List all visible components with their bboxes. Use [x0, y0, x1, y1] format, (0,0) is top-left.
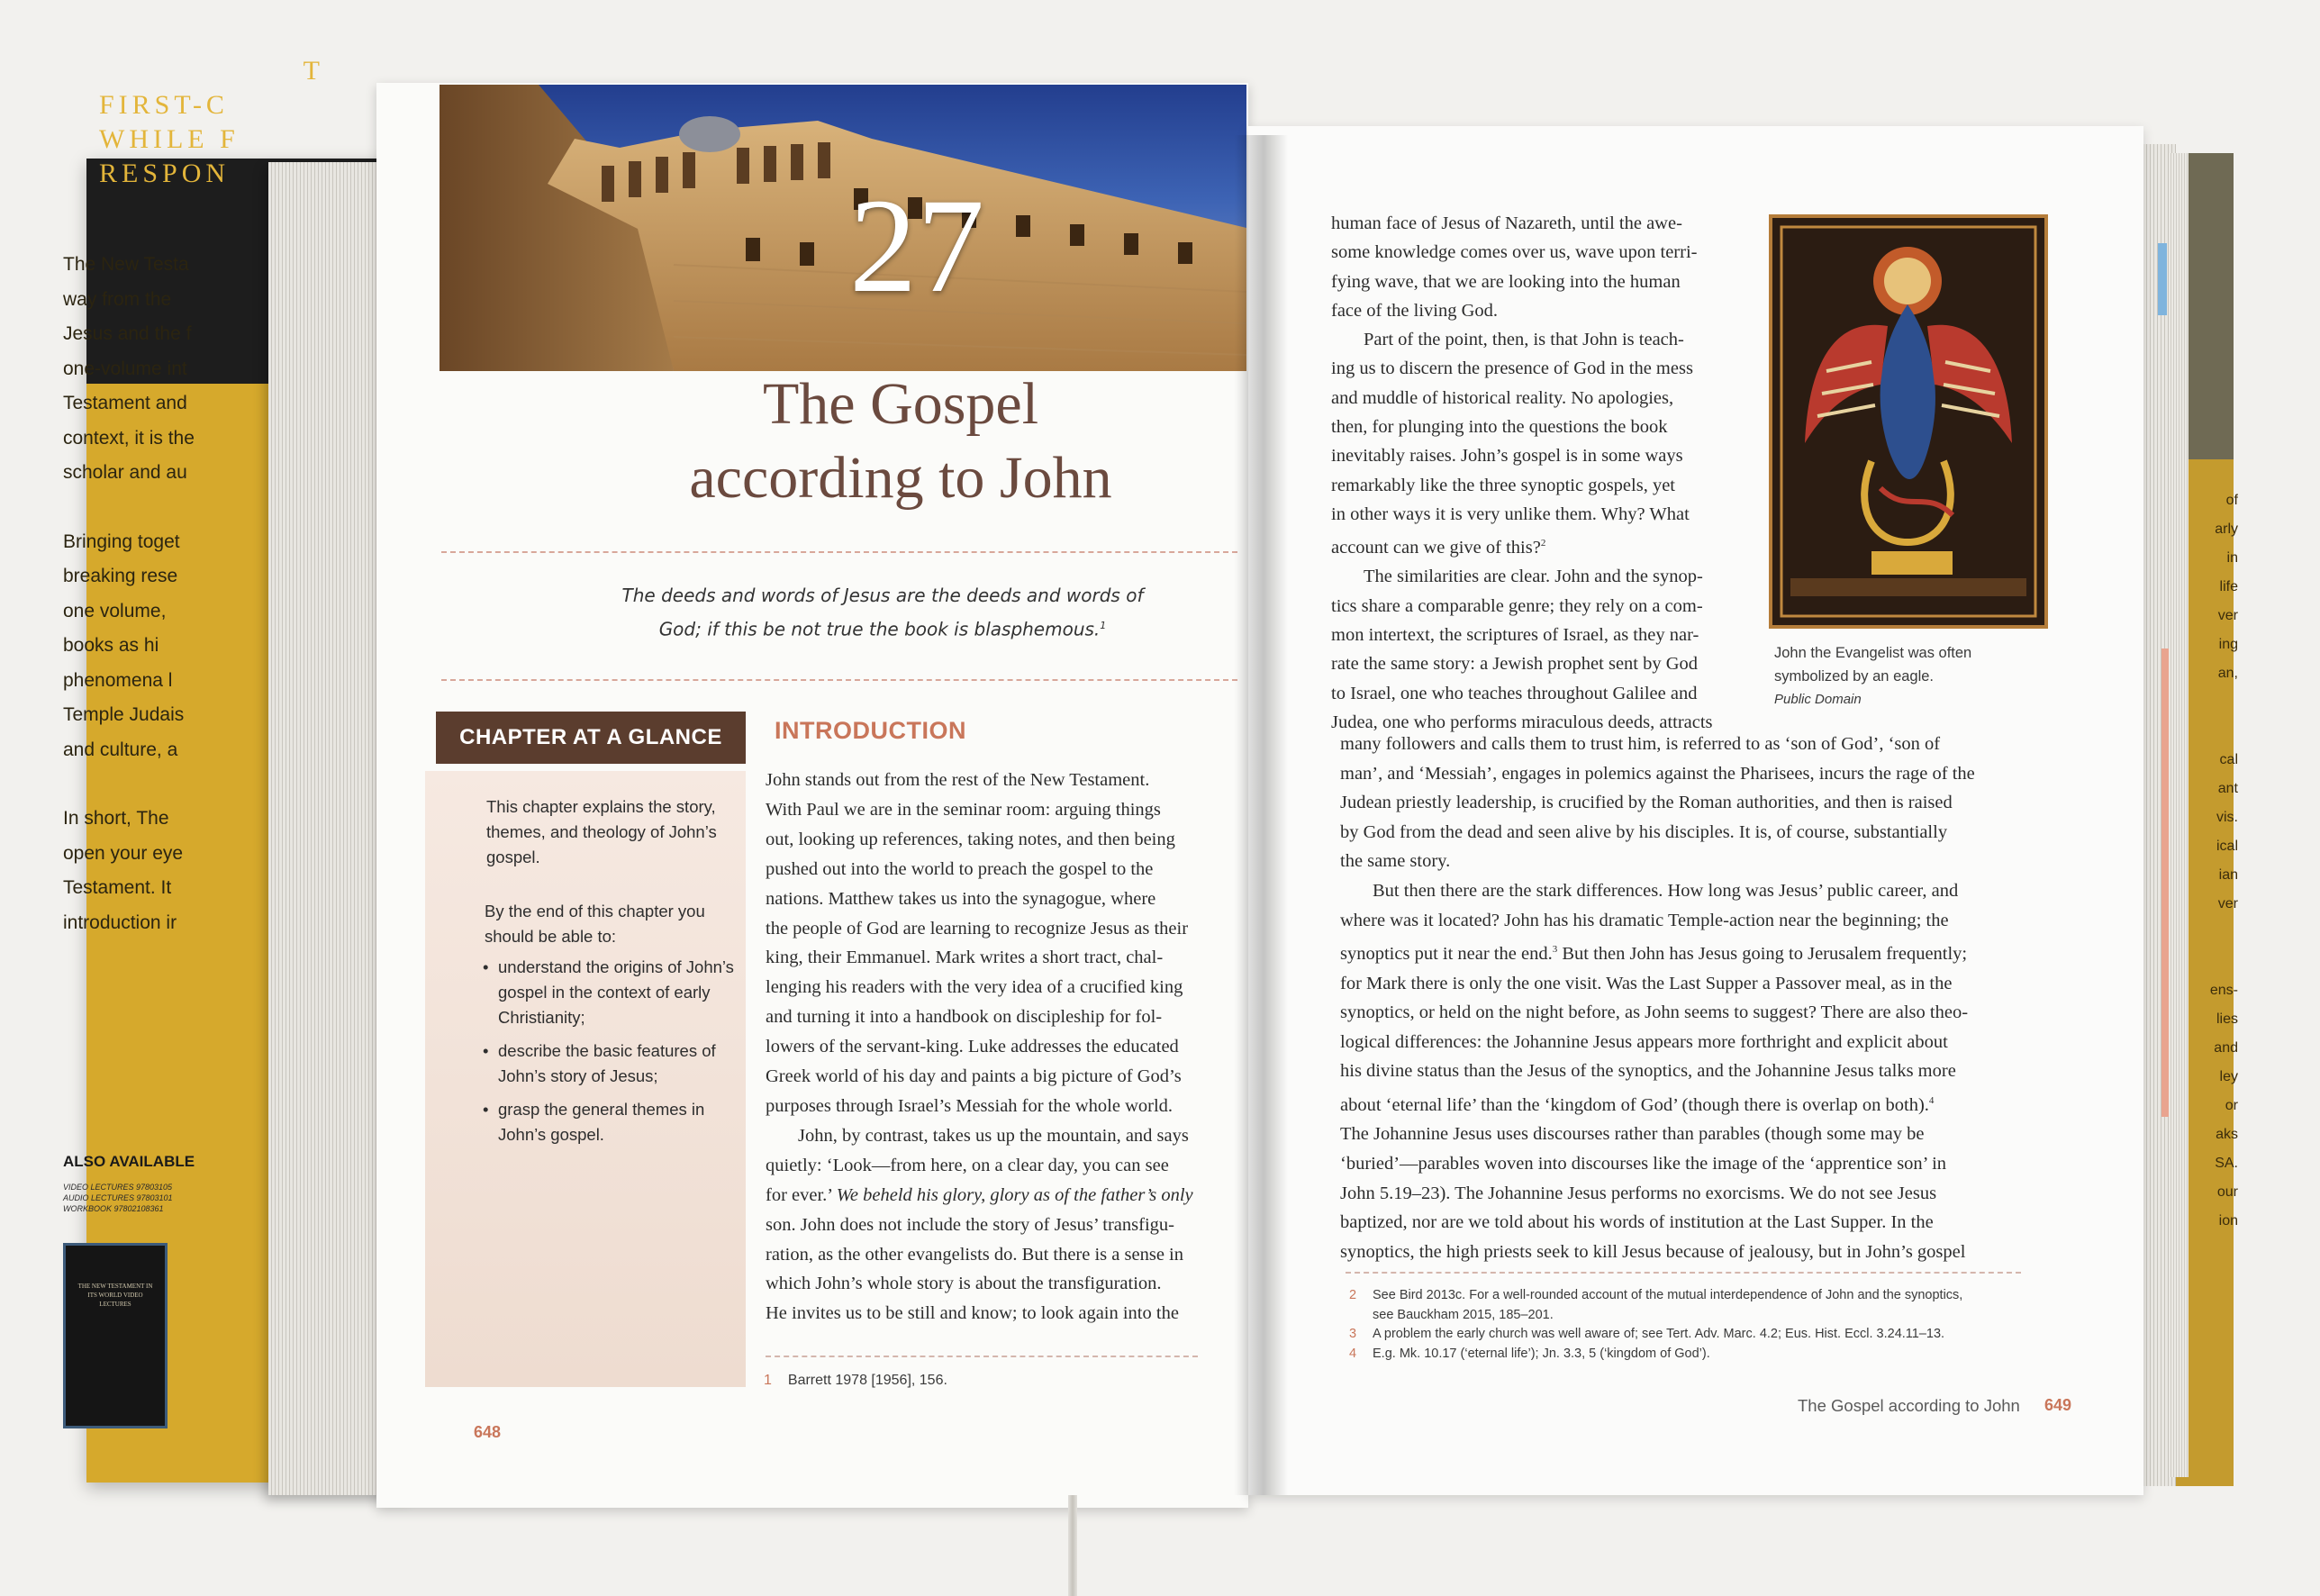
edge-text-line: ant — [2217, 781, 2238, 796]
edge-text-line: lies — [2216, 1011, 2238, 1027]
edge-text-line: ver — [2217, 608, 2238, 623]
eagle-illustration — [1769, 214, 2048, 629]
body-line: Greek world of his day and paints a big picture of God’s — [766, 1066, 1182, 1087]
footnote — [1349, 1286, 2034, 1306]
footnote-marker: 4 — [1928, 1094, 1935, 1106]
book-gutter-shadow — [1234, 135, 1288, 1495]
edge-text-line: our — [2216, 1184, 2238, 1200]
image-caption — [1774, 641, 2008, 712]
body-line: fying wave, that we are looking into the human — [1331, 271, 1681, 292]
body-line: ration, as the other evangelists do. But there is a sense in — [766, 1244, 1183, 1265]
footnote — [1349, 1345, 2034, 1365]
blurb-line: Temple Judais — [63, 704, 185, 725]
blurb-line: scholar and au — [63, 462, 187, 483]
footnote-text: See Bird 2013c. For a well-rounded account of the mutual interdependence of John and the synoptics, — [1373, 1288, 1963, 1302]
companion-product-thumbnail — [63, 1243, 168, 1428]
body-text: for ever.’ — [766, 1184, 837, 1205]
body-line: synoptics, the high priests seek to kill Jesus because of jealousy, but in John’s gospel — [1340, 1241, 1966, 1262]
back-book-heading-line: RESPON — [99, 159, 231, 188]
edge-text-line: in — [2226, 550, 2238, 566]
body-line: in other ways it is very unlike them. Why? What — [1331, 503, 1690, 524]
blurb-line: Testament. It — [63, 877, 172, 898]
body-line: purposes through Israel’s Messiah for the whole world. — [766, 1095, 1174, 1116]
body-line: by God from the dead and seen alive by his disciples. It is, of course, substantially — [1340, 821, 1948, 842]
caption-line: symbolized by an eagle. — [1774, 668, 1935, 685]
body-line: nations. Matthew takes us into the synagogue, where — [766, 888, 1156, 909]
edge-text-line: arly — [2215, 521, 2238, 537]
footnote-text: A problem the early church was well aware of; see Tert. Adv. Marc. 4.2; Eus. Hist. Eccl. 3.24.11–13. — [1373, 1327, 1945, 1341]
edge-text-line: aks — [2216, 1127, 2238, 1142]
back-book-blurb — [63, 248, 270, 940]
isbn-line: VIDEO LECTURES 97803105 — [63, 1183, 173, 1192]
back-book-heading-line: FIRST-C — [99, 90, 229, 120]
body-line: remarkably like the three synoptic gospels, yet — [1331, 475, 1675, 495]
body-line: the people of God are learning to recognize Jesus as their — [766, 918, 1189, 939]
body-line: man’, and ‘Messiah’, engages in polemics against the Pharisees, incurs the rage of the — [1340, 763, 1975, 784]
body-line — [1331, 529, 1745, 562]
epigraph-rule-top — [441, 551, 1237, 553]
body-line: human face of Jesus of Nazareth, until the awe- — [1331, 213, 1682, 233]
chapter-title-line: The Gospel — [762, 371, 1039, 437]
body-line — [1340, 1086, 2025, 1120]
body-line: and turning it into a handbook on discipleship for fol- — [766, 1007, 1163, 1028]
scripture-quote: We beheld his glory, glory as of the father’s only — [836, 1184, 1193, 1205]
isbn-line: AUDIO LECTURES 97803101 — [63, 1193, 173, 1202]
body-line: the same story. — [1340, 851, 1451, 872]
running-head: The Gospel according to John — [1798, 1396, 2020, 1415]
body-line: ing us to discern the presence of God in the mess — [1331, 358, 1693, 379]
footnote-number: 2 — [1349, 1288, 1357, 1302]
image-credit: Public Domain — [1774, 692, 1862, 707]
footnote-number: 1 — [764, 1373, 772, 1388]
edge-text-line: cal — [2219, 752, 2238, 767]
right-page-body — [1340, 730, 2025, 1266]
bookmark-ribbon — [1068, 1495, 1077, 1596]
chapter-at-a-glance-header: CHAPTER AT A GLANCE — [436, 712, 746, 764]
body-line: where was it located? John has his dramatic Temple-action near the beginning; the — [1340, 910, 1949, 930]
body-line: tics share a comparable genre; they rely on a com- — [1331, 595, 1703, 616]
edge-text-line: life — [2219, 579, 2238, 594]
blurb-line: In short, The — [63, 808, 169, 829]
body-line: John stands out from the rest of the New Testament. — [766, 770, 1150, 790]
isbn-line: WORKBOOK 97802108361 — [63, 1204, 164, 1213]
edge-text-line: ver — [2217, 896, 2238, 911]
glance-objective: • understand the origins of John’s gospel in the context of early Christianity; — [483, 955, 735, 1030]
body-line: Judean priestly leadership, is crucified by the Roman authorities, and then is raised — [1340, 793, 1953, 813]
body-line: Judea, one who performs miraculous deeds, attracts — [1331, 712, 1713, 732]
body-line: many followers and calls them to trust him, is referred to as ‘son of God’, ‘son of — [1340, 734, 1941, 754]
blurb-line: context, it is the — [63, 427, 195, 449]
blurb-line: introduction ir — [63, 911, 177, 933]
chapter-number: 27 — [849, 171, 984, 321]
body-line: which John’s whole story is about the transfiguration. — [766, 1274, 1162, 1294]
glance-objectives-list — [483, 955, 735, 1156]
page-number-right: 649 — [2044, 1396, 2072, 1414]
body-line: ‘buried’—parables woven into discourses like the image of the ‘apprentice son’ in — [1340, 1153, 1947, 1174]
introduction-heading: INTRODUCTION — [775, 717, 966, 744]
body-text: about ‘eternal life’ than the ‘kingdom of God’ (though there is overlap on both). — [1340, 1094, 1929, 1115]
edge-text-line: ley — [2219, 1069, 2238, 1084]
footnote-number: 4 — [1349, 1346, 1357, 1361]
glance-intro-text: This chapter explains the story, themes, and theology of John’s gospel. — [486, 797, 717, 866]
body-line: quietly: ‘Look—from here, on a clear day, you can see — [766, 1155, 1169, 1175]
glance-objective: • grasp the general themes in John’s gospel. — [483, 1097, 735, 1147]
blurb-line: The New Testa — [63, 254, 189, 275]
body-line: The similarities are clear. John and the synop- — [1364, 567, 1703, 587]
edge-text-line: and — [2214, 1040, 2238, 1056]
blurb-line: books as hi — [63, 635, 159, 656]
blurb-line: and culture, a — [63, 739, 178, 760]
body-line: lowers of the servant-king. Luke addresses the educated — [766, 1037, 1179, 1057]
body-line: But then there are the stark differences. How long was Jesus’ public career, and — [1373, 880, 1959, 901]
body-line: son. John does not include the story of Jesus’ transfigu- — [766, 1214, 1174, 1235]
body-line — [766, 1181, 1207, 1211]
body-line: inevitably raises. John’s gospel is in some ways — [1331, 446, 1683, 467]
chapter-title — [630, 367, 1171, 515]
body-line: king, their Emmanuel. Mark writes a short tract, chal- — [766, 948, 1164, 968]
blurb-line: Bringing toget — [63, 530, 180, 552]
body-line: baptized, nor are we told about his words of institution at the Last Supper. In the — [1340, 1212, 1934, 1233]
body-line: With Paul we are in the seminar room: arguing things — [766, 799, 1161, 820]
body-text: account can we give of this? — [1331, 538, 1541, 558]
body-line: He invites us to be still and know; to look again into the — [766, 1303, 1179, 1324]
body-line: face of the living God. — [1331, 300, 1499, 321]
introduction-body — [766, 766, 1207, 1328]
body-line: lenging his readers with the very idea of a crucified king — [766, 977, 1183, 998]
edge-text-line: ing — [2218, 637, 2238, 652]
blurb-line: Jesus and the f — [63, 323, 192, 344]
body-line: John 5.19–23). The Johannine Jesus performs no exorcisms. We do not see Jesus — [1340, 1183, 1937, 1203]
edge-text-line: SA. — [2215, 1156, 2238, 1171]
body-line: out, looking up references, taking notes, and then being — [766, 829, 1175, 849]
thumbnail-title: THE NEW TESTAMENT IN ITS WORLD VIDEO LECTURES — [77, 1283, 153, 1308]
body-line: pushed out into the world to preach the gospel to the — [766, 858, 1154, 879]
body-line: rate the same story: a Jewish prophet sent by God — [1331, 654, 1699, 675]
blurb-line: open your eye — [63, 842, 184, 864]
blurb-line: Testament and — [63, 393, 187, 413]
epigraph-line: The deeds and words of Jesus are the deeds and words of — [621, 585, 1144, 606]
body-text: But then John has Jesus going to Jerusalem frequently; — [1557, 943, 1968, 964]
epigraph-line — [621, 611, 1144, 645]
edge-text-line: an, — [2217, 666, 2238, 681]
body-line: synoptics, or held on the night before, as John seems to suggest? There are also theo- — [1340, 1002, 1969, 1023]
also-available-label: ALSO AVAILABLE — [63, 1153, 195, 1170]
paragraph-gap — [63, 491, 270, 525]
blurb-line: one-volume int — [63, 358, 187, 379]
body-line: and muddle of historical reality. No apologies, — [1331, 387, 1674, 408]
epigraph-rule-bottom — [441, 679, 1237, 681]
page-number-left: 648 — [474, 1423, 502, 1441]
body-line: some knowledge comes over us, wave upon terri- — [1331, 242, 1698, 263]
thumb-tab-blue — [2158, 243, 2167, 315]
eagle-icon — [1772, 218, 2044, 625]
edge-text-line: of — [2225, 493, 2238, 508]
footnotes — [1349, 1286, 2034, 1364]
paragraph-gap — [63, 767, 270, 802]
edge-text-line: ens- — [2209, 983, 2238, 998]
isbn-list — [63, 1182, 173, 1214]
blurb-line: way from the — [63, 288, 172, 310]
footnote-text: E.g. Mk. 10.17 (‘eternal life’); Jn. 3.3, 5 (‘kingdom of God’). — [1373, 1346, 1710, 1361]
footnote-continuation: see Bauckham 2015, 185–201. — [1373, 1307, 1554, 1322]
blurb-line: one volume, — [63, 600, 167, 621]
body-line: The Johannine Jesus uses discourses rather than parables (though some may be — [1340, 1124, 1925, 1145]
epigraph-text: God; if this be not true the book is blasphemous. — [658, 618, 1101, 640]
epigraph — [621, 581, 1144, 645]
body-line: his divine status than the Jesus of the synoptics, and the Johannine Jesus talks more — [1340, 1061, 1956, 1082]
caption-line: John the Evangelist was often — [1774, 645, 1972, 661]
body-line: John, by contrast, takes us up the mountain, and says — [798, 1125, 1189, 1146]
glance-objective: • describe the basic features of John’s story of Jesus; — [483, 1038, 735, 1089]
edge-text-line: ical — [2216, 839, 2238, 854]
body-text: synoptics put it near the end. — [1340, 943, 1553, 964]
body-line: mon intertext, the scriptures of Israel, as they nar- — [1331, 624, 1699, 645]
footnote — [1349, 1325, 2034, 1345]
right-column-text — [1331, 209, 1745, 737]
edge-text-line: ian — [2218, 867, 2238, 883]
footnote-marker: 2 — [1540, 538, 1546, 549]
glance-objectives-lead: By the end of this chapter you should be able to: — [485, 902, 705, 946]
body-line: logical differences: the Johannine Jesus appears more forthright and explicit about — [1340, 1031, 1948, 1052]
footnote — [764, 1373, 1196, 1389]
chapter-title-line: according to John — [689, 445, 1112, 511]
footnote-number: 3 — [1349, 1327, 1357, 1341]
edge-text-line: vis. — [2216, 810, 2238, 825]
edge-text-line: or — [2225, 1098, 2238, 1113]
footnote-rule — [1346, 1272, 2021, 1274]
footnote-rule — [766, 1356, 1198, 1357]
body-line: to Israel, one who teaches throughout Galilee and — [1331, 683, 1698, 703]
blurb-line: breaking rese — [63, 566, 178, 586]
back-book-heading-line: T — [303, 56, 324, 86]
edge-text-line: ion — [2218, 1213, 2238, 1229]
back-book-heading-line: WHILE F — [99, 124, 240, 154]
body-line: Part of the point, then, is that John is teach- — [1364, 330, 1684, 350]
body-line: for Mark there is only the one visit. Was the Last Supper a Passover meal, as in the — [1340, 973, 1953, 993]
footnote-marker: 3 — [1552, 944, 1558, 956]
body-line: then, for plunging into the questions the book — [1331, 417, 1668, 438]
blurb-line: phenomena l — [63, 669, 173, 691]
footnote-text: Barrett 1978 [1956], 156. — [787, 1373, 947, 1388]
footnote-marker: 1 — [1100, 620, 1107, 631]
body-line — [1340, 935, 2025, 968]
right-page-stack-outer — [2169, 153, 2189, 1477]
